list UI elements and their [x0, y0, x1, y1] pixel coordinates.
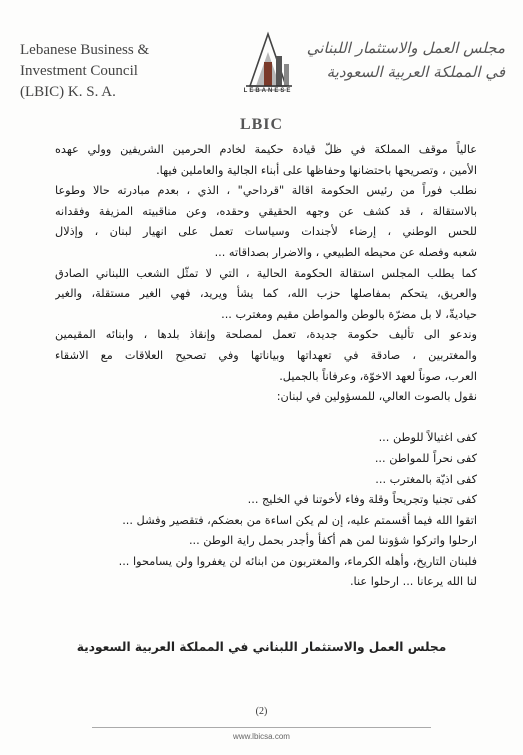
arabic-letterhead-line-2: في المملكة العربية السعودية	[326, 63, 505, 81]
body-line: عالياً موقف المملكة في ظلّ قيادة حكيمة لخادم الحرمين الشريفين وولي عهده	[55, 143, 477, 156]
body-line: بالاستقالة ، قد كشف عن وجهه الحقيقي وحقده، وعن مناقبيته المزيفة وفقدانه	[55, 204, 477, 218]
council-logo	[222, 26, 314, 110]
body-line: كفى تجنيا وتجريحاً وقلة وفاء لأخوتنا في الخليج ...	[247, 493, 477, 507]
arabic-letterhead	[306, 36, 505, 84]
page-number: (2)	[255, 706, 268, 717]
english-letterhead-line-1: Lebanese Business &	[20, 42, 150, 58]
body-line: كفى اغتيالاً للوطن ...	[378, 431, 477, 445]
footer-divider	[92, 727, 431, 728]
body-line: كما يطلب المجلس استقالة الحكومة الحالية ، التي لا تمثّل الشعب اللبناني الصادق	[55, 266, 477, 280]
body-line: نطلب فوراً من رئيس الحكومة اقالة "قرداحي" ، الذي ، بعدم مبادرته حالا وطوعا	[55, 184, 477, 198]
body-line: شعبه وفصله عن محيطه الطبيعي ، والاضرار بصداقاته ...	[214, 245, 477, 259]
body-line: العرب، صوناً لعهد الاخوّة، وعرفاناً بالجميل.	[279, 369, 477, 383]
logo-wordmark: LEBANESE	[243, 88, 293, 94]
body-line: نقول بالصوت العالي، للمسؤولين في لبنان:	[276, 390, 477, 404]
body-line: والمغتربين ، صادقة في تعهداتها وبياناتها وفي تصحيح العلاقات مع الاشقاء	[55, 348, 477, 362]
body-line: كفى نحراً للمواطن ...	[374, 451, 477, 465]
body-line: والعريق، يتحكم بمفاصلها حزب الله، كما يشأ ويريد، فهي الغير مستقلة، والغير	[55, 287, 477, 301]
english-letterhead-line-2: Investment Council	[20, 63, 138, 79]
letter-body	[55, 140, 477, 593]
body-line: كفى اذيّة بالمغترب ...	[375, 472, 477, 486]
body-line: وندعو الى تأليف حكومة جديدة، تعمل لمصلحة وإنقاذ بلدها ، وابنائه المقيمين	[55, 328, 477, 342]
signature-line: مجلس العمل والاستثمار اللبناني في المملكة العربية السعودية	[76, 640, 447, 654]
english-letterhead-line-3: (LBIC) K. S. A.	[20, 84, 116, 100]
website-link[interactable]: www.lbicsa.com	[233, 732, 290, 741]
arabic-letterhead-line-1: مجلس العمل والاستثمار اللبناني	[306, 39, 505, 57]
body-line: لنا الله يرعانا ... ارحلوا عنا.	[349, 575, 477, 589]
body-line: فلبنان التاريخ، وأهله الكرماء، والمغتربون من ابنائه لن يغفروا ولن يسامحوا ...	[118, 554, 477, 568]
acronym-heading: LBIC	[239, 116, 284, 133]
body-line: حياديةّ، لا بل مضرّة بالوطن والمواطن مقيم ومغترب ...	[221, 307, 477, 321]
body-line: اتقوا الله فيما أقسمتم عليه، إن لم يكن اساءة من بعضكم، فتقصير وفشل ...	[122, 513, 477, 527]
english-letterhead	[20, 40, 180, 103]
body-line: للحس الوطني ، إرضاء لأجندات وسياسات تعمل على انهيار لبنان ، وإذلال	[55, 225, 477, 239]
body-line-blank	[55, 408, 477, 429]
body-line: الأمين ، وتصريحها باحتضانها وحفاظها على أبناء الجالية والعاملين فيها.	[156, 163, 477, 177]
body-line: ارحلوا واتركوا شؤوننا لمن هم أكفأ وأجدر بحمل راية الوطن ...	[188, 534, 477, 548]
